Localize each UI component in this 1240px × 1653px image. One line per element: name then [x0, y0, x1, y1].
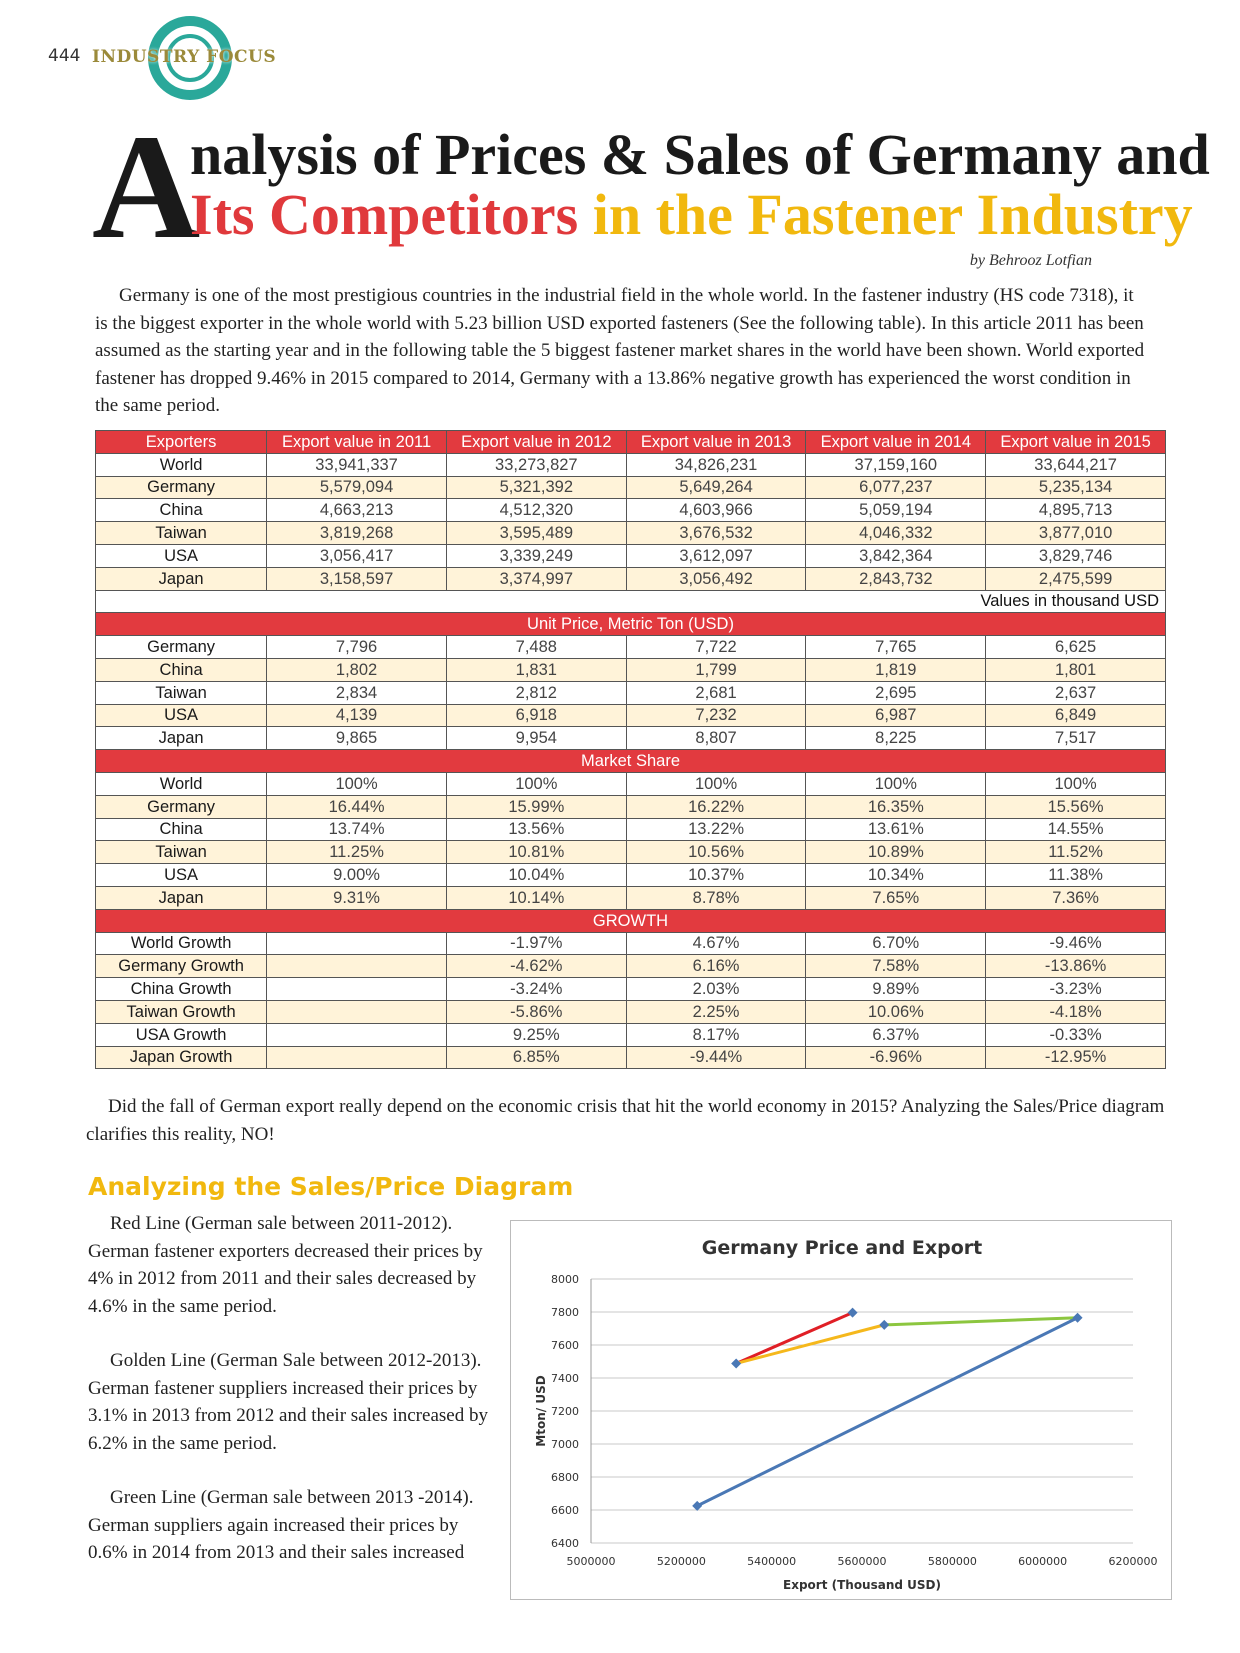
table-cell: 10.56%	[626, 841, 806, 864]
table-cell: 3,056,492	[626, 567, 806, 590]
y-tick-label: 6800	[551, 1471, 579, 1484]
table-cell: 9.89%	[806, 978, 986, 1001]
row-label: China	[96, 818, 267, 841]
table-cell: 7,232	[626, 704, 806, 727]
table-cell: -9.46%	[986, 932, 1166, 955]
data-point-marker	[731, 1358, 741, 1368]
table-cell: 16.22%	[626, 795, 806, 818]
table-cell: 100%	[267, 772, 447, 795]
table-cell: 9.31%	[267, 886, 447, 909]
title-line-2	[190, 184, 1193, 246]
table-cell: 3,829,746	[986, 544, 1166, 567]
table-cell: 6.70%	[806, 932, 986, 955]
table-cell: Export value in 2014	[806, 431, 986, 454]
table-cell: 11.38%	[986, 864, 1166, 887]
table-row	[96, 841, 1166, 864]
table-cell: 3,056,417	[267, 544, 447, 567]
table-row	[96, 978, 1166, 1001]
row-label: China	[96, 658, 267, 681]
x-tick-label: 6200000	[1108, 1555, 1158, 1568]
x-axis-label: Export (Thousand USD)	[783, 1578, 941, 1592]
table-row	[96, 727, 1166, 750]
row-label: Germany	[96, 476, 267, 499]
table-cell: 13.22%	[626, 818, 806, 841]
table-cell: 37,159,160	[806, 453, 986, 476]
series-line-2	[884, 1318, 1077, 1325]
x-tick-label: 5200000	[656, 1555, 706, 1568]
table-cell: 7,517	[986, 727, 1166, 750]
row-label: USA	[96, 704, 267, 727]
table-cell: -12.95%	[986, 1046, 1166, 1069]
table-cell: 8,225	[806, 727, 986, 750]
table-cell: 10.89%	[806, 841, 986, 864]
x-tick-label: 6000000	[1018, 1555, 1068, 1568]
table-row	[96, 932, 1166, 955]
table-cell: 6,849	[986, 704, 1166, 727]
table-cell: 4,895,713	[986, 499, 1166, 522]
table-cell: 8.17%	[626, 1023, 806, 1046]
table-cell: 1,799	[626, 658, 806, 681]
red-line-paragraph: Red Line (German sale between 2011-2012). German fastener exporters decreased their prices by 4% in 2012 from 2011 and their sales decreased by 4.6% in the same period.	[88, 1213, 483, 1317]
table-cell: 33,941,337	[267, 453, 447, 476]
table-cell: 4.67%	[626, 932, 806, 955]
row-label: Taiwan	[96, 681, 267, 704]
table-cell: 14.55%	[986, 818, 1166, 841]
row-label: USA	[96, 544, 267, 567]
row-label: Germany	[96, 636, 267, 659]
page-number: 444	[48, 46, 81, 66]
question-paragraph: Did the fall of German export really depend on the economic crisis that hit the world economy in 2015? Analyzing the Sales/Price diagram clarifies this reality, NO!	[86, 1096, 1165, 1145]
table-cell: 3,612,097	[626, 544, 806, 567]
table-cell: 7.65%	[806, 886, 986, 909]
table-row	[96, 658, 1166, 681]
table-row	[96, 704, 1166, 727]
row-label: World Growth	[96, 932, 267, 955]
table-cell: Export value in 2012	[446, 431, 626, 454]
growth-section-label: GROWTH	[96, 909, 1166, 932]
table-cell: 4,603,966	[626, 499, 806, 522]
table-cell: -3.23%	[986, 978, 1166, 1001]
table-cell: 3,339,249	[446, 544, 626, 567]
table-cell: 100%	[446, 772, 626, 795]
table-cell: 7,722	[626, 636, 806, 659]
row-label: Japan	[96, 567, 267, 590]
row-label: USA	[96, 864, 267, 887]
table-cell	[267, 1023, 447, 1046]
row-label: China Growth	[96, 978, 267, 1001]
x-tick-label: 5400000	[747, 1555, 797, 1568]
table-cell: 7,765	[806, 636, 986, 659]
table-cell: 16.35%	[806, 795, 986, 818]
table-cell: 9,954	[446, 727, 626, 750]
table-cell	[267, 932, 447, 955]
table-cell: 6.16%	[626, 955, 806, 978]
row-label: Taiwan	[96, 841, 267, 864]
y-tick-label: 6600	[551, 1504, 579, 1517]
table-cell: 10.81%	[446, 841, 626, 864]
table-cell: 5,321,392	[446, 476, 626, 499]
byline: by Behrooz Lotfian	[969, 252, 1092, 269]
table-cell: 5,649,264	[626, 476, 806, 499]
row-label: World	[96, 453, 267, 476]
table-cell: 13.61%	[806, 818, 986, 841]
y-axis-label: Mton/ USD	[534, 1375, 548, 1447]
table-row	[96, 955, 1166, 978]
table-cell: 10.37%	[626, 864, 806, 887]
y-tick-label: 7400	[551, 1372, 579, 1385]
table-row	[96, 681, 1166, 704]
table-cell: 2,681	[626, 681, 806, 704]
table-cell: Export value in 2011	[267, 431, 447, 454]
data-point-marker	[848, 1308, 858, 1318]
growth-section	[96, 909, 1166, 932]
green-line-paragraph: Green Line (German sale between 2013 -2014). German suppliers again increased their prices by 0.6% in 2014 from 2013 and their sales increased	[88, 1487, 474, 1563]
data-point-marker	[692, 1501, 702, 1511]
y-tick-label: 8000	[551, 1273, 579, 1286]
table-cell: 2.25%	[626, 1000, 806, 1023]
market-share-section	[96, 750, 1166, 773]
table-cell: 4,139	[267, 704, 447, 727]
table-cell: 34,826,231	[626, 453, 806, 476]
table-cell: Export value in 2013	[626, 431, 806, 454]
table-cell: 100%	[806, 772, 986, 795]
table-cell: 3,842,364	[806, 544, 986, 567]
chart-title: Germany Price and Export	[701, 1237, 983, 1259]
table-cell: 2,695	[806, 681, 986, 704]
table-row	[96, 1000, 1166, 1023]
table-cell: 10.34%	[806, 864, 986, 887]
table-cell: 2,812	[446, 681, 626, 704]
title-dropcap: A	[92, 104, 201, 270]
x-tick-label: 5000000	[566, 1555, 616, 1568]
table-cell: 16.44%	[267, 795, 447, 818]
row-label: Germany Growth	[96, 955, 267, 978]
title-red-part: Its Competitors	[190, 182, 579, 247]
table-cell: -1.97%	[446, 932, 626, 955]
table-cell: 5,579,094	[267, 476, 447, 499]
table-cell: 6,077,237	[806, 476, 986, 499]
table-cell: 2,475,599	[986, 567, 1166, 590]
y-tick-label: 7200	[551, 1405, 579, 1418]
table-cell: 7.36%	[986, 886, 1166, 909]
fastener-data-table	[95, 430, 1166, 1069]
table-cell: Export value in 2015	[986, 431, 1166, 454]
table-row	[96, 886, 1166, 909]
y-tick-label: 6400	[551, 1537, 579, 1550]
table-cell: 3,877,010	[986, 522, 1166, 545]
table-cell: 100%	[986, 772, 1166, 795]
table-cell: -5.86%	[446, 1000, 626, 1023]
row-label: Taiwan Growth	[96, 1000, 267, 1023]
table-cell: 11.25%	[267, 841, 447, 864]
table-row	[96, 499, 1166, 522]
table-cell: 3,819,268	[267, 522, 447, 545]
table-cell: 9.25%	[446, 1023, 626, 1046]
table-cell: -4.18%	[986, 1000, 1166, 1023]
table-cell: -4.62%	[446, 955, 626, 978]
table-row	[96, 818, 1166, 841]
table-row	[96, 772, 1166, 795]
analysis-column	[88, 1210, 488, 1594]
table-cell: 13.56%	[446, 818, 626, 841]
intro-paragraph: Germany is one of the most prestigious countries in the industrial field in the whole world. In the fastener industry (HS code 7318), it is the biggest exporter in the whole world with 5.23 billion USD exported fasteners (See the following table). In this article 2011 has been assumed as the starting year and in the following table the 5 biggest fastener market shares in the world have been shown. World exported fastener has dropped 9.46% in 2015 compared to 2014, Germany with a 13.86% negative growth has experienced the worst condition in the same period.	[95, 285, 1145, 416]
table-cell: -9.44%	[626, 1046, 806, 1069]
table-cell: 1,819	[806, 658, 986, 681]
table-row	[96, 567, 1166, 590]
table-cell: 13.74%	[267, 818, 447, 841]
table-cell: 7,796	[267, 636, 447, 659]
table-cell: 4,046,332	[806, 522, 986, 545]
price-export-chart	[510, 1220, 1172, 1600]
table-row	[96, 864, 1166, 887]
units-note	[96, 590, 1166, 613]
table-cell: 15.56%	[986, 795, 1166, 818]
table-cell: 3,158,597	[267, 567, 447, 590]
row-label: Germany	[96, 795, 267, 818]
units-note-label: Values in thousand USD	[96, 590, 1166, 613]
table-cell: 8,807	[626, 727, 806, 750]
row-label: Japan Growth	[96, 1046, 267, 1069]
table-cell: 7.58%	[806, 955, 986, 978]
table-cell: -3.24%	[446, 978, 626, 1001]
table-cell: 6,987	[806, 704, 986, 727]
chart-svg	[511, 1221, 1173, 1601]
title-line-1: nalysis of Prices & Sales of Germany and	[190, 122, 1210, 187]
table-cell: 3,676,532	[626, 522, 806, 545]
table-cell: 10.06%	[806, 1000, 986, 1023]
table-cell: 6.37%	[806, 1023, 986, 1046]
table-cell: 33,273,827	[446, 453, 626, 476]
table-row	[96, 453, 1166, 476]
table-row	[96, 636, 1166, 659]
table-cell	[267, 1046, 447, 1069]
x-tick-label: 5800000	[927, 1555, 977, 1568]
table-cell	[267, 1000, 447, 1023]
y-tick-label: 7600	[551, 1339, 579, 1352]
table-cell	[267, 955, 447, 978]
series-line-3	[697, 1318, 1077, 1506]
table-cell: 5,059,194	[806, 499, 986, 522]
table-header-row	[96, 431, 1166, 454]
table-cell: 6.85%	[446, 1046, 626, 1069]
table-cell: 11.52%	[986, 841, 1166, 864]
row-label: Japan	[96, 727, 267, 750]
table-row	[96, 1023, 1166, 1046]
row-label: Taiwan	[96, 522, 267, 545]
table-cell: 9.00%	[267, 864, 447, 887]
section-name: INDUSTRY FOCUS	[92, 47, 277, 67]
table-cell	[267, 978, 447, 1001]
y-tick-label: 7800	[551, 1306, 579, 1319]
table-row	[96, 795, 1166, 818]
table-cell: -6.96%	[806, 1046, 986, 1069]
table-cell: 33,644,217	[986, 453, 1166, 476]
table-row	[96, 1046, 1166, 1069]
table-cell: 3,374,997	[446, 567, 626, 590]
table-cell: 4,663,213	[267, 499, 447, 522]
table-cell: 15.99%	[446, 795, 626, 818]
row-label: USA Growth	[96, 1023, 267, 1046]
table-cell: 100%	[626, 772, 806, 795]
row-label: World	[96, 772, 267, 795]
table-cell: 8.78%	[626, 886, 806, 909]
table-cell: 4,512,320	[446, 499, 626, 522]
table-cell: 2,637	[986, 681, 1166, 704]
table-cell: 2,834	[267, 681, 447, 704]
title-gold-part: in the Fastener Industry	[592, 182, 1193, 247]
row-label: China	[96, 499, 267, 522]
table-cell: 10.04%	[446, 864, 626, 887]
table-cell: 2,843,732	[806, 567, 986, 590]
table-cell: 5,235,134	[986, 476, 1166, 499]
table-cell: 1,802	[267, 658, 447, 681]
table-cell: 6,918	[446, 704, 626, 727]
table-cell: 3,595,489	[446, 522, 626, 545]
unit-price-section	[96, 613, 1166, 636]
row-label: Exporters	[96, 431, 267, 454]
y-tick-label: 7000	[551, 1438, 579, 1451]
row-label: Japan	[96, 886, 267, 909]
table-cell: -13.86%	[986, 955, 1166, 978]
table-cell: 1,801	[986, 658, 1166, 681]
table-cell: 1,831	[446, 658, 626, 681]
subheading: Analyzing the Sales/Price Diagram	[88, 1172, 574, 1201]
data-point-marker	[879, 1320, 889, 1330]
table-row	[96, 544, 1166, 567]
table-cell: 6,625	[986, 636, 1166, 659]
unit-price-section-label: Unit Price, Metric Ton (USD)	[96, 613, 1166, 636]
table-row	[96, 476, 1166, 499]
data-point-marker	[1073, 1313, 1083, 1323]
table-cell: 9,865	[267, 727, 447, 750]
golden-line-paragraph: Golden Line (German Sale between 2012-2013). German fastener suppliers increased their prices by 3.1% in 2013 from 2012 and their sales increased by 6.2% in the same period.	[88, 1350, 488, 1454]
table-cell: -0.33%	[986, 1023, 1166, 1046]
market-share-section-label: Market Share	[96, 750, 1166, 773]
table-cell: 7,488	[446, 636, 626, 659]
table-row	[96, 522, 1166, 545]
table-cell: 2.03%	[626, 978, 806, 1001]
table-cell: 10.14%	[446, 886, 626, 909]
x-tick-label: 5600000	[837, 1555, 887, 1568]
